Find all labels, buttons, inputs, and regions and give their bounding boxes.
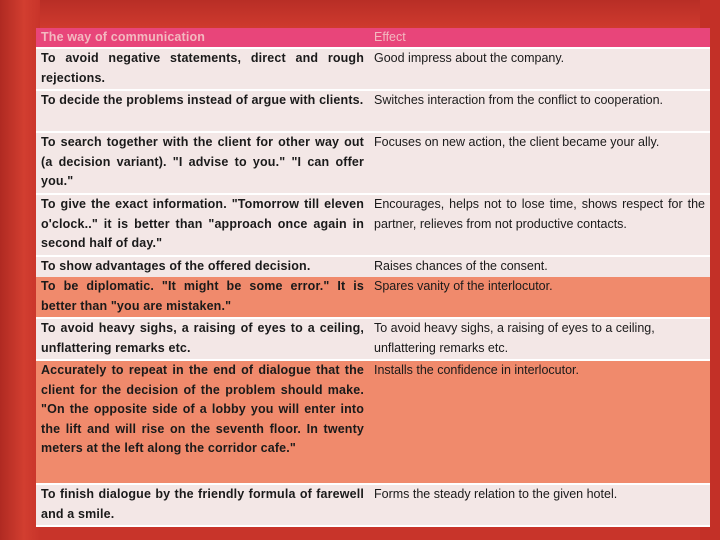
row-effect: To avoid heavy sighs, a raising of eyes to a ceiling, unflattering remarks etc. [369,318,710,360]
row-way: To avoid negative statements, direct and rough rejections. [36,48,369,90]
row-way: To be diplomatic. "It might be some error." It is better than "you are mistaken." [36,277,369,318]
table-row [36,48,710,90]
row-way: To show advantages of the offered decision. [36,256,369,277]
table-row [36,277,710,318]
table-row [36,484,710,526]
row-effect: Forms the steady relation to the given hotel. [369,484,710,526]
table-row [36,90,710,132]
row-effect: Spares vanity of the interlocutor. [369,277,710,318]
slide-left-band [0,0,40,540]
row-effect: Installs the confidence in interlocutor. [369,360,710,484]
row-way: To search together with the client for other way out (a decision variant). "I advise to you." "I can offer you." [36,132,369,194]
row-way: Accurately to repeat in the end of dialogue that the client for the decision of the problem should make. "On the opposite side of a lobby you will enter into the lift and will rise on the seventh floor. In twenty meters at the left along the corridor cafe." [36,360,369,484]
table-row [36,256,710,277]
row-effect: Raises chances of the consent. [369,256,710,277]
row-way: To avoid heavy sighs, a raising of eyes to a ceiling, unflattering remarks etc. [36,318,369,360]
table-row [36,318,710,360]
row-effect: Encourages, helps not to lose time, shows respect for the partner, relieves from not productive contacts. [369,194,710,256]
table-row [36,360,710,484]
row-way: To decide the problems instead of argue with clients. [36,90,369,132]
row-way: To finish dialogue by the friendly formula of farewell and a smile. [36,484,369,526]
slide-top-band [0,0,720,28]
header-way: The way of communication [36,28,369,48]
row-way: To give the exact information. "Tomorrow till eleven o'clock.." it is better than "approach once again in second half of day." [36,194,369,256]
communication-table [36,28,710,527]
table-header-row [36,28,710,48]
row-effect: Focuses on new action, the client became your ally. [369,132,710,194]
table-row [36,132,710,194]
row-effect: Good impress about the company. [369,48,710,90]
row-effect: Switches interaction from the conflict to cooperation. [369,90,710,132]
table-row [36,194,710,256]
header-effect: Effect [369,28,710,48]
